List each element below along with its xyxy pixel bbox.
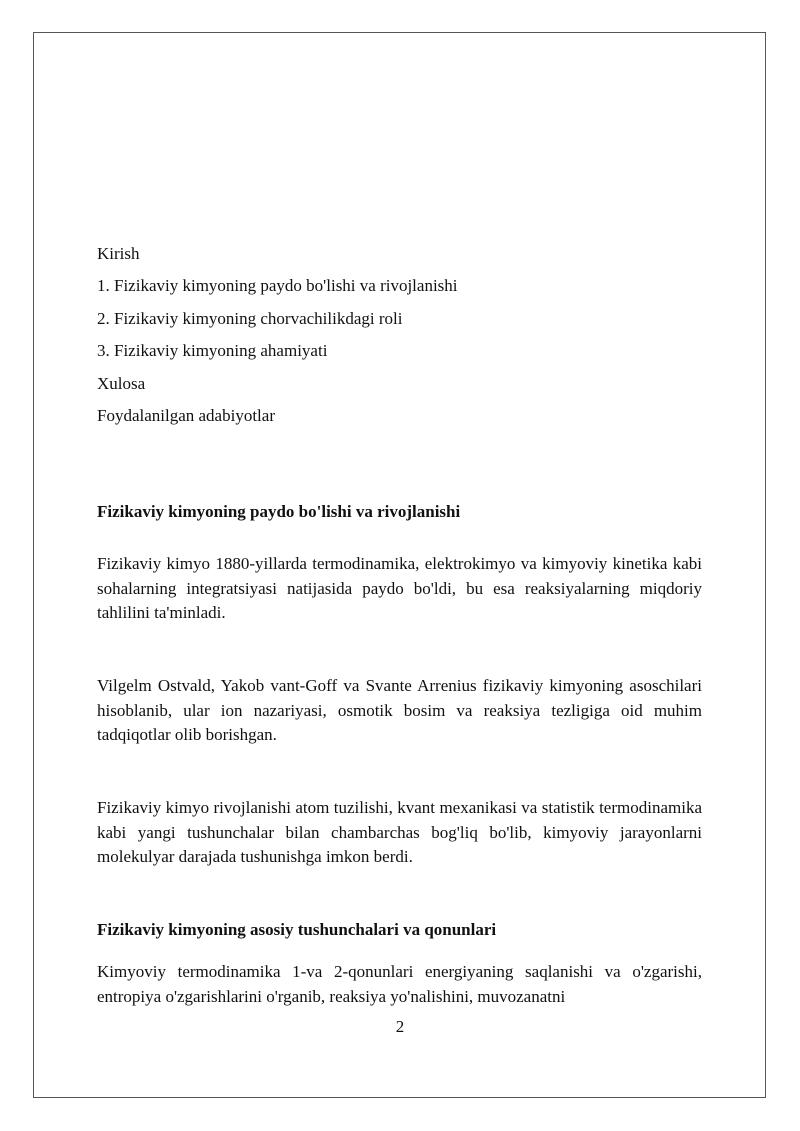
toc-item-chapter-2: 2. Fizikaviy kimyoning chorvachilikdagi roli [97, 308, 403, 328]
paragraph-concepts-1: Kimyoviy termodinamika 1-va 2-qonunlari energiyaning saqlanishi va o'zgarishi, entropiya o'zgarishlarini o'rganib, reaksiya yo'nalishini, muvozanatni [97, 962, 702, 1006]
toc-item-chapter-1: 1. Fizikaviy kimyoning paydo bo'lishi va rivojlanishi [97, 276, 458, 296]
section-heading-origins: Fizikaviy kimyoning paydo bo'lishi va rivojlanishi [97, 502, 461, 521]
toc-item-conclusion: Xulosa [97, 373, 146, 393]
paragraph-origins-2: Vilgelm Ostvald, Yakob vant-Goff va Svante Arrenius fizikaviy kimyoning asoschilari hisoblanib, ular ion nazariyasi, osmotik bosim va reaksiya tezligiga oid muhim tadqiqotlar olib borishgan. [97, 676, 702, 744]
toc-item-chapter-3: 3. Fizikaviy kimyoning ahamiyati [97, 341, 328, 361]
page-number: 2 [395, 1017, 405, 1036]
section-heading-concepts: Fizikaviy kimyoning asosiy tushunchalari va qonunlari [97, 920, 497, 939]
paragraph-origins-1: Fizikaviy kimyo 1880-yillarda termodinamika, elektrokimyo va kimyoviy kinetika kabi sohalarning integratsiyasi natijasida paydo bo'ldi, bu esa reaksiyalarning miqdoriy tahlilini ta'minladi. [97, 554, 702, 622]
table-of-contents [97, 242, 702, 436]
paragraph-origins-3: Fizikaviy kimyo rivojlanishi atom tuzilishi, kvant mexanikasi va statistik termodinamika kabi yangi tushunchalar bilan chambarchas bog'liq bo'lib, kimyoviy jarayonlarni molekulyar darajada tushunishga imkon berdi. [97, 798, 702, 866]
toc-item-introduction: Kirish [97, 244, 140, 263]
toc-item-references: Foydalanilgan adabiyotlar [97, 405, 275, 425]
